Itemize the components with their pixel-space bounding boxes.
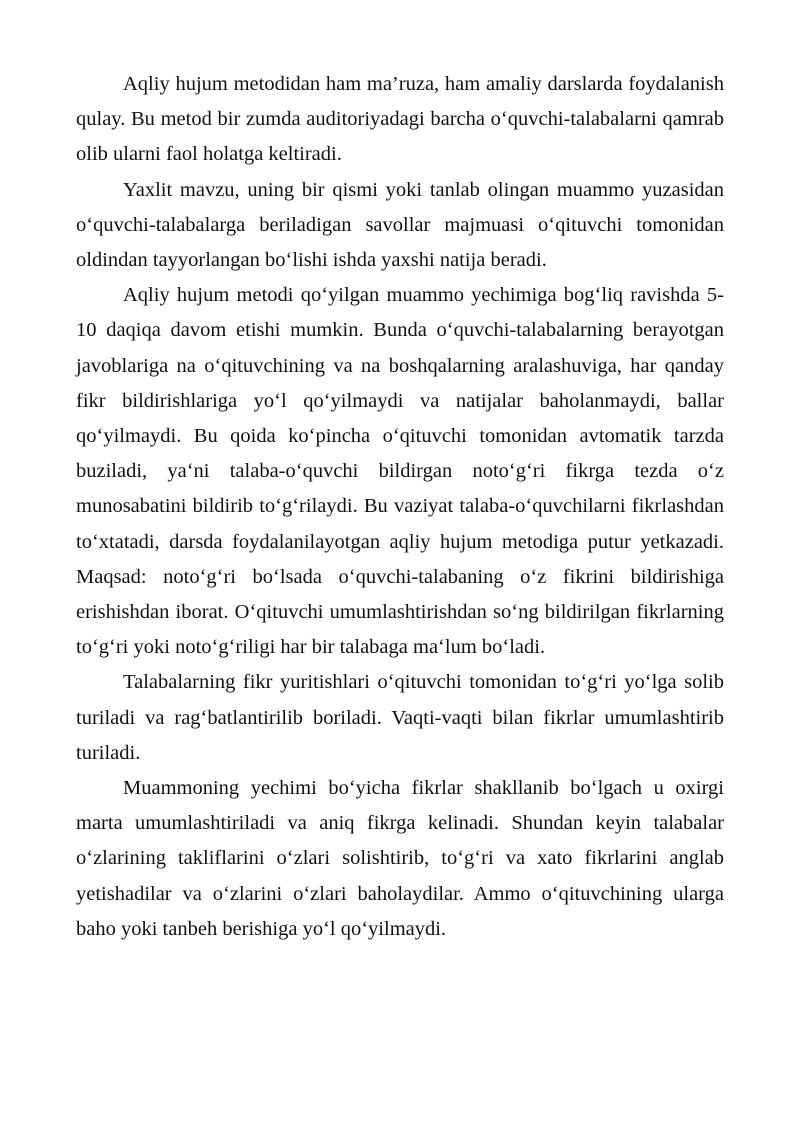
document-page (76, 67, 724, 947)
paragraph-5: Muammoning yechimi bo‘yicha fikrlar shakllanib bo‘lgach u oxirgi marta umumlashtiriladi va aniq fikrga kelinadi. Shundan keyin talabalar o‘zlarining takliflarini o‘zlari solishtirib, to‘g‘ri va xato fikrlarini anglab yetishadilar va o‘zlarini o‘zlari baholaydilar. Ammo o‘qituvchining ularga baho yoki tanbeh berishiga yo‘l qo‘yilmaydi. (76, 777, 724, 940)
paragraph-4: Talabalarning fikr yuritishlari o‘qituvchi tomonidan to‘g‘ri yo‘lga solib turiladi va rag‘batlantirilib boriladi. Vaqti-vaqti bilan fikrlar umumlashtirib turiladi. (76, 671, 724, 764)
paragraph-3: Aqliy hujum metodi qo‘yilgan muammo yechimiga bog‘liq ravishda 5-10 daqiqa davom etishi mumkin. Bunda o‘quvchi-talabalarning berayotgan javoblariga na o‘qituvchining va na boshqalarning aralashuviga, har qanday fikr bildirishlariga yo‘l qo‘yilmaydi va natijalar baholanmaydi, ballar qo‘yilmaydi. Bu qoida ko‘pincha o‘qituvchi tomonidan avtomatik tarzda buziladi, ya‘ni talaba-o‘quvchi bildirgan noto‘g‘ri fikrga tezda o‘z munosabatini bildirib to‘g‘rilaydi. Bu vaziyat talaba-o‘quvchilarni fikrlashdan to‘xtatadi, darsda foydalanilayotgan aqliy hujum metodiga putur yetkazadi. Maqsad: noto‘g‘ri bo‘lsada o‘quvchi-talabaning o‘z fikrini bildirishiga erishishdan iborat. O‘qituvchi umumlashtirishdan so‘ng bildirilgan fikrlarning to‘g‘ri yoki noto‘g‘riligi har bir talabaga ma‘lum bo‘ladi. (76, 284, 724, 659)
paragraph-2: Yaxlit mavzu, uning bir qismi yoki tanlab olingan muammo yuzasidan o‘quvchi-talabalarga beriladigan savollar majmuasi o‘qituvchi tomonidan oldindan tayyorlangan bo‘lishi ishda yaxshi natija beradi. (76, 178, 724, 272)
paragraph-1: Aqliy hujum metodidan ham ma’ruza, ham amaliy darslarda foydalanish qulay. Bu metod bir zumda auditoriyadagi barcha o‘quvchi-talabalarni qamrab olib ularni faol holatga keltiradi. (76, 73, 724, 166)
